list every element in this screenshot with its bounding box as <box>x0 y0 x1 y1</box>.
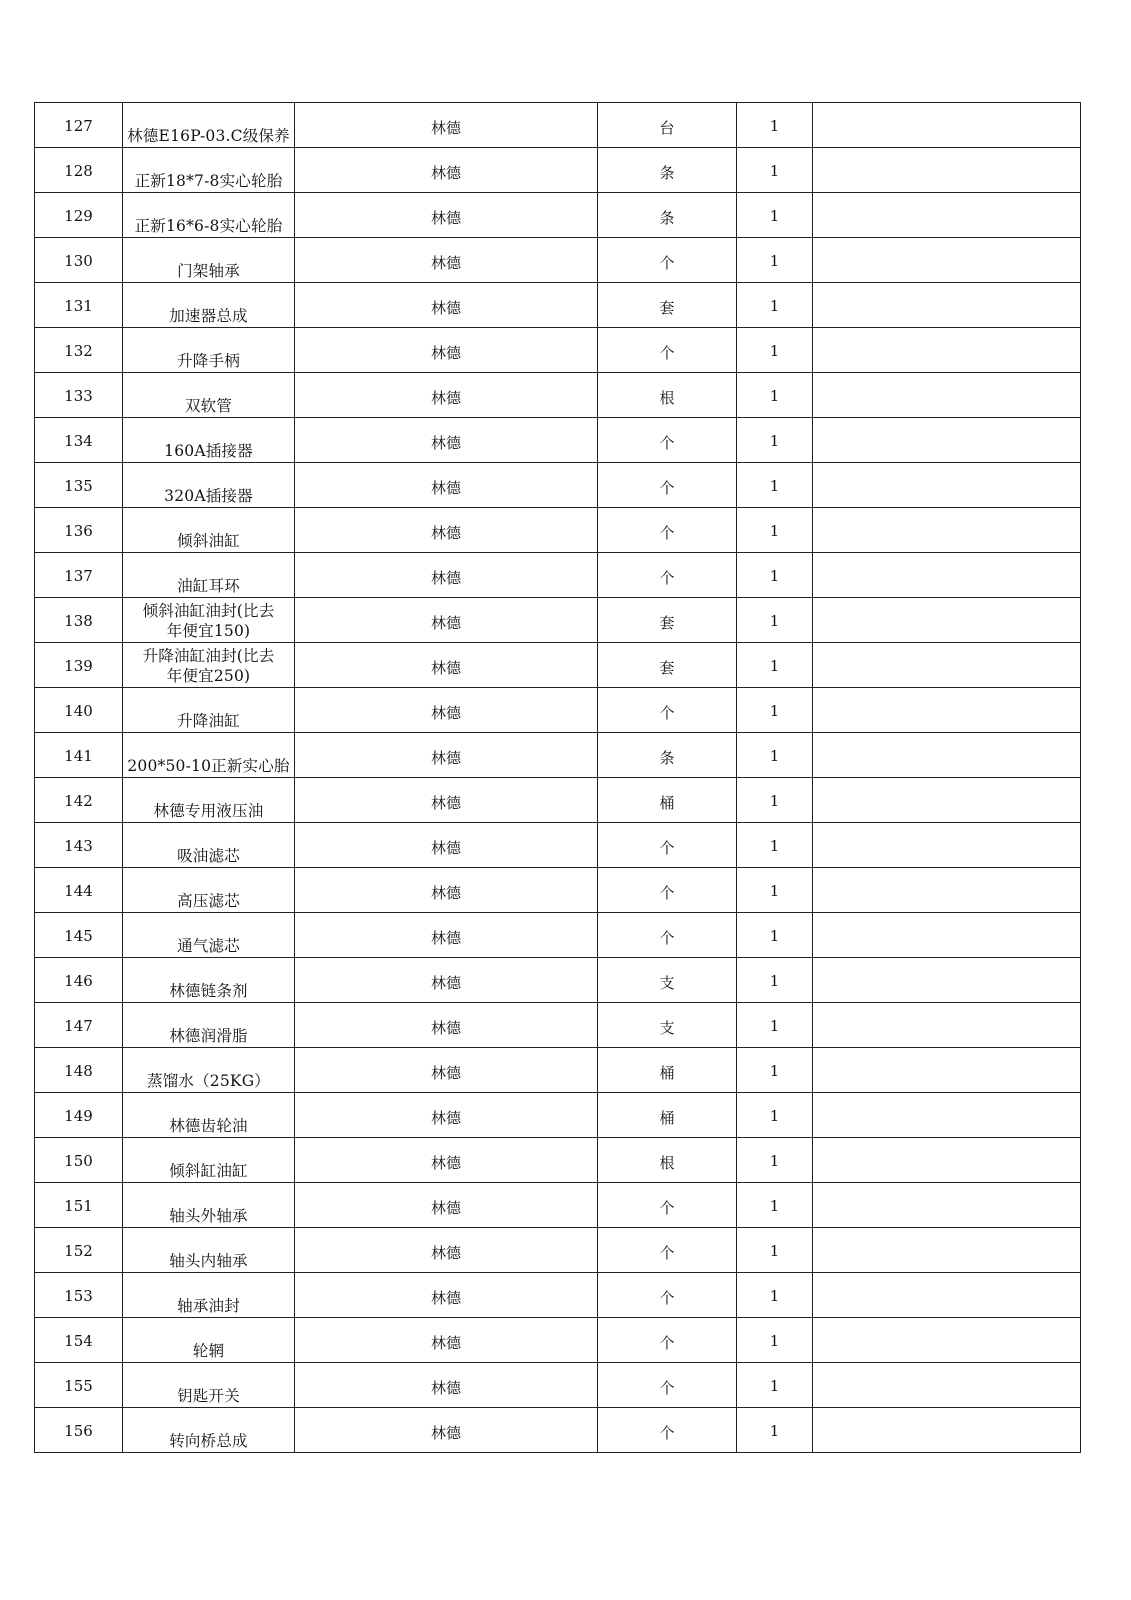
row-number-cell: 156 <box>35 1408 123 1453</box>
quantity-cell: 1 <box>737 823 813 868</box>
item-name-cell: 升降手柄 <box>123 328 295 373</box>
item-name-cell: 轮辋 <box>123 1318 295 1363</box>
quantity-cell: 1 <box>737 418 813 463</box>
item-name-cell: 320A插接器 <box>123 463 295 508</box>
row-number-cell: 154 <box>35 1318 123 1363</box>
quantity-cell: 1 <box>737 688 813 733</box>
table-row <box>35 1003 1081 1048</box>
unit-cell: 套 <box>598 283 737 328</box>
unit-cell: 个 <box>598 328 737 373</box>
table-row <box>35 283 1081 328</box>
table-row <box>35 373 1081 418</box>
brand-cell: 林德 <box>295 148 598 193</box>
row-number-cell: 127 <box>35 103 123 148</box>
row-number-cell: 149 <box>35 1093 123 1138</box>
table-row <box>35 508 1081 553</box>
item-name-cell: 林德齿轮油 <box>123 1093 295 1138</box>
row-number-cell: 135 <box>35 463 123 508</box>
quantity-cell: 1 <box>737 643 813 688</box>
item-name-cell: 通气滤芯 <box>123 913 295 958</box>
note-cell <box>813 643 1081 688</box>
row-number-cell: 152 <box>35 1228 123 1273</box>
table-row <box>35 1093 1081 1138</box>
quantity-cell: 1 <box>737 1408 813 1453</box>
unit-cell: 个 <box>598 463 737 508</box>
note-cell <box>813 508 1081 553</box>
item-name-cell: 轴承油封 <box>123 1273 295 1318</box>
note-cell <box>813 1003 1081 1048</box>
parts-table-body <box>35 103 1081 1453</box>
brand-cell: 林德 <box>295 1183 598 1228</box>
note-cell <box>813 823 1081 868</box>
unit-cell: 个 <box>598 508 737 553</box>
quantity-cell: 1 <box>737 103 813 148</box>
brand-cell: 林德 <box>295 598 598 643</box>
row-number-cell: 131 <box>35 283 123 328</box>
brand-cell: 林德 <box>295 553 598 598</box>
row-number-cell: 153 <box>35 1273 123 1318</box>
unit-cell: 支 <box>598 958 737 1003</box>
row-number-cell: 145 <box>35 913 123 958</box>
table-row <box>35 328 1081 373</box>
note-cell <box>813 193 1081 238</box>
note-cell <box>813 1363 1081 1408</box>
brand-cell: 林德 <box>295 1093 598 1138</box>
item-name-cell: 轴头内轴承 <box>123 1228 295 1273</box>
unit-cell: 个 <box>598 1273 737 1318</box>
quantity-cell: 1 <box>737 463 813 508</box>
note-cell <box>813 1183 1081 1228</box>
note-cell <box>813 1048 1081 1093</box>
brand-cell: 林德 <box>295 238 598 283</box>
note-cell <box>813 598 1081 643</box>
brand-cell: 林德 <box>295 283 598 328</box>
unit-cell: 个 <box>598 688 737 733</box>
note-cell <box>813 733 1081 778</box>
item-name-cell: 加速器总成 <box>123 283 295 328</box>
unit-cell: 根 <box>598 1138 737 1183</box>
table-row <box>35 1228 1081 1273</box>
row-number-cell: 137 <box>35 553 123 598</box>
note-cell <box>813 328 1081 373</box>
item-name-cell: 蒸馏水（25KG） <box>123 1048 295 1093</box>
quantity-cell: 1 <box>737 1273 813 1318</box>
quantity-cell: 1 <box>737 778 813 823</box>
table-row <box>35 148 1081 193</box>
note-cell <box>813 463 1081 508</box>
row-number-cell: 139 <box>35 643 123 688</box>
brand-cell: 林德 <box>295 418 598 463</box>
note-cell <box>813 688 1081 733</box>
note-cell <box>813 1138 1081 1183</box>
table-row <box>35 1048 1081 1093</box>
brand-cell: 林德 <box>295 1318 598 1363</box>
table-row <box>35 418 1081 463</box>
item-name-cell: 门架轴承 <box>123 238 295 283</box>
quantity-cell: 1 <box>737 373 813 418</box>
note-cell <box>813 238 1081 283</box>
brand-cell: 林德 <box>295 1228 598 1273</box>
note-cell <box>813 778 1081 823</box>
item-name-cell: 正新16*6-8实心轮胎 <box>123 193 295 238</box>
table-row <box>35 778 1081 823</box>
note-cell <box>813 1318 1081 1363</box>
brand-cell: 林德 <box>295 688 598 733</box>
note-cell <box>813 148 1081 193</box>
table-row <box>35 463 1081 508</box>
table-row <box>35 1273 1081 1318</box>
row-number-cell: 144 <box>35 868 123 913</box>
parts-table <box>34 102 1081 1453</box>
table-row <box>35 103 1081 148</box>
item-name-cell: 林德润滑脂 <box>123 1003 295 1048</box>
row-number-cell: 155 <box>35 1363 123 1408</box>
brand-cell: 林德 <box>295 328 598 373</box>
table-row <box>35 553 1081 598</box>
note-cell <box>813 1228 1081 1273</box>
row-number-cell: 142 <box>35 778 123 823</box>
note-cell <box>813 418 1081 463</box>
quantity-cell: 1 <box>737 328 813 373</box>
item-name-cell: 油缸耳环 <box>123 553 295 598</box>
table-row <box>35 958 1081 1003</box>
note-cell <box>813 1408 1081 1453</box>
quantity-cell: 1 <box>737 1003 813 1048</box>
quantity-cell: 1 <box>737 1363 813 1408</box>
quantity-cell: 1 <box>737 193 813 238</box>
row-number-cell: 128 <box>35 148 123 193</box>
brand-cell: 林德 <box>295 508 598 553</box>
row-number-cell: 143 <box>35 823 123 868</box>
unit-cell: 个 <box>598 1228 737 1273</box>
quantity-cell: 1 <box>737 1093 813 1138</box>
item-name-cell: 林德链条剂 <box>123 958 295 1003</box>
note-cell <box>813 283 1081 328</box>
brand-cell: 林德 <box>295 913 598 958</box>
item-name-cell: 倾斜油缸油封(比去 年便宜150) <box>123 598 295 643</box>
row-number-cell: 147 <box>35 1003 123 1048</box>
table-row <box>35 913 1081 958</box>
table-row <box>35 1183 1081 1228</box>
unit-cell: 桶 <box>598 778 737 823</box>
quantity-cell: 1 <box>737 1048 813 1093</box>
brand-cell: 林德 <box>295 868 598 913</box>
table-row <box>35 868 1081 913</box>
item-name-cell: 高压滤芯 <box>123 868 295 913</box>
note-cell <box>813 1273 1081 1318</box>
row-number-cell: 138 <box>35 598 123 643</box>
brand-cell: 林德 <box>295 1003 598 1048</box>
row-number-cell: 129 <box>35 193 123 238</box>
brand-cell: 林德 <box>295 733 598 778</box>
table-row <box>35 598 1081 643</box>
item-name-cell: 倾斜缸油缸 <box>123 1138 295 1183</box>
note-cell <box>813 553 1081 598</box>
unit-cell: 桶 <box>598 1048 737 1093</box>
brand-cell: 林德 <box>295 778 598 823</box>
quantity-cell: 1 <box>737 868 813 913</box>
quantity-cell: 1 <box>737 283 813 328</box>
brand-cell: 林德 <box>295 823 598 868</box>
unit-cell: 个 <box>598 823 737 868</box>
item-name-cell: 林德专用液压油 <box>123 778 295 823</box>
quantity-cell: 1 <box>737 913 813 958</box>
note-cell <box>813 1093 1081 1138</box>
row-number-cell: 136 <box>35 508 123 553</box>
item-name-cell: 升降油缸 <box>123 688 295 733</box>
quantity-cell: 1 <box>737 1318 813 1363</box>
unit-cell: 个 <box>598 418 737 463</box>
brand-cell: 林德 <box>295 643 598 688</box>
note-cell <box>813 103 1081 148</box>
note-cell <box>813 913 1081 958</box>
row-number-cell: 134 <box>35 418 123 463</box>
brand-cell: 林德 <box>295 958 598 1003</box>
row-number-cell: 133 <box>35 373 123 418</box>
quantity-cell: 1 <box>737 553 813 598</box>
item-name-cell: 升降油缸油封(比去 年便宜250) <box>123 643 295 688</box>
item-name-cell: 林德E16P-03.C级保养 <box>123 103 295 148</box>
item-name-cell: 正新18*7-8实心轮胎 <box>123 148 295 193</box>
unit-cell: 桶 <box>598 1093 737 1138</box>
item-name-cell: 钥匙开关 <box>123 1363 295 1408</box>
quantity-cell: 1 <box>737 1138 813 1183</box>
item-name-cell: 200*50-10正新实心胎 <box>123 733 295 778</box>
brand-cell: 林德 <box>295 463 598 508</box>
row-number-cell: 141 <box>35 733 123 778</box>
brand-cell: 林德 <box>295 193 598 238</box>
unit-cell: 个 <box>598 913 737 958</box>
note-cell <box>813 958 1081 1003</box>
unit-cell: 套 <box>598 598 737 643</box>
quantity-cell: 1 <box>737 733 813 778</box>
table-row <box>35 823 1081 868</box>
unit-cell: 个 <box>598 1408 737 1453</box>
unit-cell: 个 <box>598 1183 737 1228</box>
unit-cell: 台 <box>598 103 737 148</box>
item-name-cell: 倾斜油缸 <box>123 508 295 553</box>
item-name-cell: 轴头外轴承 <box>123 1183 295 1228</box>
unit-cell: 条 <box>598 148 737 193</box>
unit-cell: 个 <box>598 238 737 283</box>
unit-cell: 根 <box>598 373 737 418</box>
row-number-cell: 132 <box>35 328 123 373</box>
quantity-cell: 1 <box>737 598 813 643</box>
quantity-cell: 1 <box>737 238 813 283</box>
brand-cell: 林德 <box>295 103 598 148</box>
row-number-cell: 146 <box>35 958 123 1003</box>
brand-cell: 林德 <box>295 1363 598 1408</box>
row-number-cell: 130 <box>35 238 123 283</box>
table-row <box>35 1408 1081 1453</box>
row-number-cell: 151 <box>35 1183 123 1228</box>
row-number-cell: 140 <box>35 688 123 733</box>
table-row <box>35 643 1081 688</box>
table-row <box>35 688 1081 733</box>
table-row <box>35 1318 1081 1363</box>
unit-cell: 个 <box>598 1318 737 1363</box>
table-row <box>35 1363 1081 1408</box>
quantity-cell: 1 <box>737 148 813 193</box>
table-row <box>35 193 1081 238</box>
brand-cell: 林德 <box>295 1048 598 1093</box>
brand-cell: 林德 <box>295 1273 598 1318</box>
unit-cell: 支 <box>598 1003 737 1048</box>
quantity-cell: 1 <box>737 1183 813 1228</box>
unit-cell: 个 <box>598 868 737 913</box>
brand-cell: 林德 <box>295 373 598 418</box>
table-row <box>35 1138 1081 1183</box>
unit-cell: 套 <box>598 643 737 688</box>
unit-cell: 条 <box>598 733 737 778</box>
item-name-cell: 160A插接器 <box>123 418 295 463</box>
quantity-cell: 1 <box>737 1228 813 1273</box>
item-name-cell: 吸油滤芯 <box>123 823 295 868</box>
row-number-cell: 150 <box>35 1138 123 1183</box>
unit-cell: 个 <box>598 1363 737 1408</box>
item-name-cell: 双软管 <box>123 373 295 418</box>
quantity-cell: 1 <box>737 958 813 1003</box>
unit-cell: 条 <box>598 193 737 238</box>
note-cell <box>813 373 1081 418</box>
table-row <box>35 733 1081 778</box>
brand-cell: 林德 <box>295 1408 598 1453</box>
item-name-cell: 转向桥总成 <box>123 1408 295 1453</box>
quantity-cell: 1 <box>737 508 813 553</box>
row-number-cell: 148 <box>35 1048 123 1093</box>
note-cell <box>813 868 1081 913</box>
brand-cell: 林德 <box>295 1138 598 1183</box>
unit-cell: 个 <box>598 553 737 598</box>
table-row <box>35 238 1081 283</box>
